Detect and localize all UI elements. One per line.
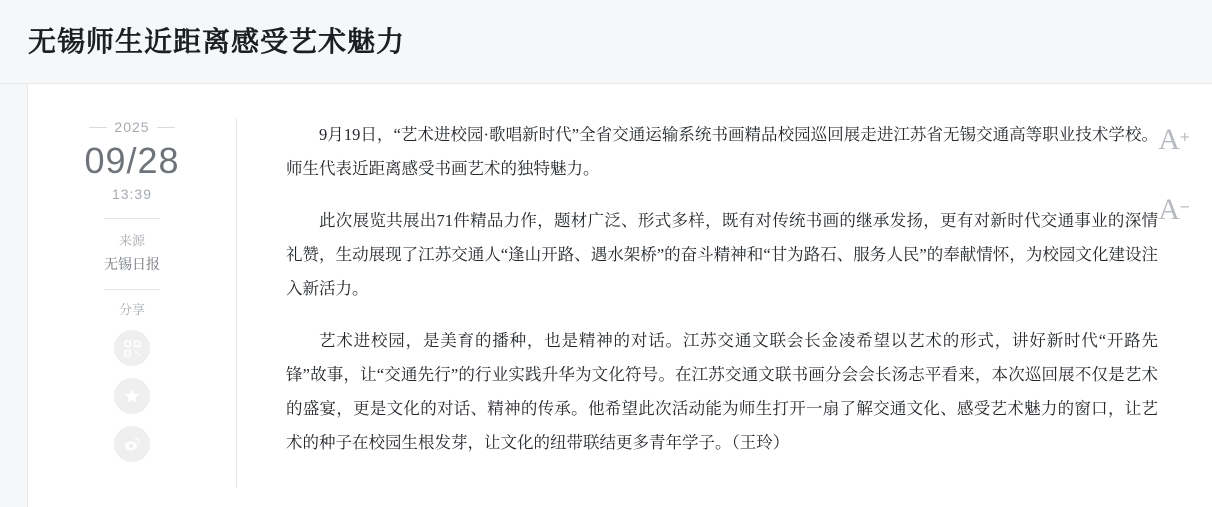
dash-right	[157, 127, 175, 128]
increase-font-letter: A	[1158, 123, 1180, 156]
weibo-share-icon[interactable]	[114, 426, 150, 462]
share-divider	[104, 289, 160, 290]
decrease-font-letter: A	[1158, 193, 1180, 226]
source-value: 无锡日报	[104, 256, 160, 272]
increase-font-sign: +	[1179, 127, 1190, 147]
publish-time: 13:39	[111, 186, 153, 202]
article-paragraph: 9月19日，“艺术进校园·歌唱新时代”全省交通运输系统书画精品校园巡回展走进江苏省无锡交通高等职业技术学校。师生代表近距离感受书画艺术的独特魅力。	[286, 125, 1158, 178]
share-label: 分享	[118, 302, 145, 317]
meta-year-row	[70, 118, 194, 136]
favorite-share-icon[interactable]	[114, 378, 150, 414]
page-header	[0, 0, 1212, 84]
meta-divider	[104, 218, 160, 219]
vertical-divider	[236, 118, 237, 488]
qrcode-share-icon[interactable]	[114, 330, 150, 366]
share-list	[70, 330, 194, 462]
article-meta	[70, 118, 194, 462]
publish-year: 2025	[114, 119, 150, 135]
left-rail	[0, 84, 28, 507]
decrease-font-size-button[interactable]	[1154, 194, 1194, 226]
increase-font-size-button[interactable]	[1154, 124, 1194, 156]
article-paragraph: 艺术进校园，是美育的播种，也是精神的对话。江苏交通文联会长金凌希望以艺术的形式，讲好新时代“开路先锋”故事，让“交通先行”的行业实践升华为文化符号。在江苏交通文联书画分会会长汤志平看来，本次巡回展不仅是艺术的盛宴，更是文化的对话、精神的传承。他希望此次活动能为师生打开一扇了解交通文化、感受艺术魅力的窗口，让艺术的种子在校园生根发芽，让文化的纽带联结更多青年学子。（王玲）	[286, 331, 1158, 452]
publish-date: 09/28	[84, 140, 180, 181]
decrease-font-sign: −	[1179, 197, 1190, 217]
article-paragraph: 此次展览共展出71件精品力作，题材广泛、形式多样，既有对传统书画的继承发扬，更有对新时代交通事业的深情礼赞，生动展现了江苏交通人“逢山开路、遇水架桥”的奋斗精神和“甘为路石、服务人民”的奉献情怀，为校园文化建设注入新活力。	[286, 211, 1158, 298]
dash-left	[89, 127, 107, 128]
article-body	[286, 118, 1158, 478]
page-title: 无锡师生近距离感受艺术魅力	[28, 26, 406, 57]
source-label: 来源	[118, 233, 145, 248]
